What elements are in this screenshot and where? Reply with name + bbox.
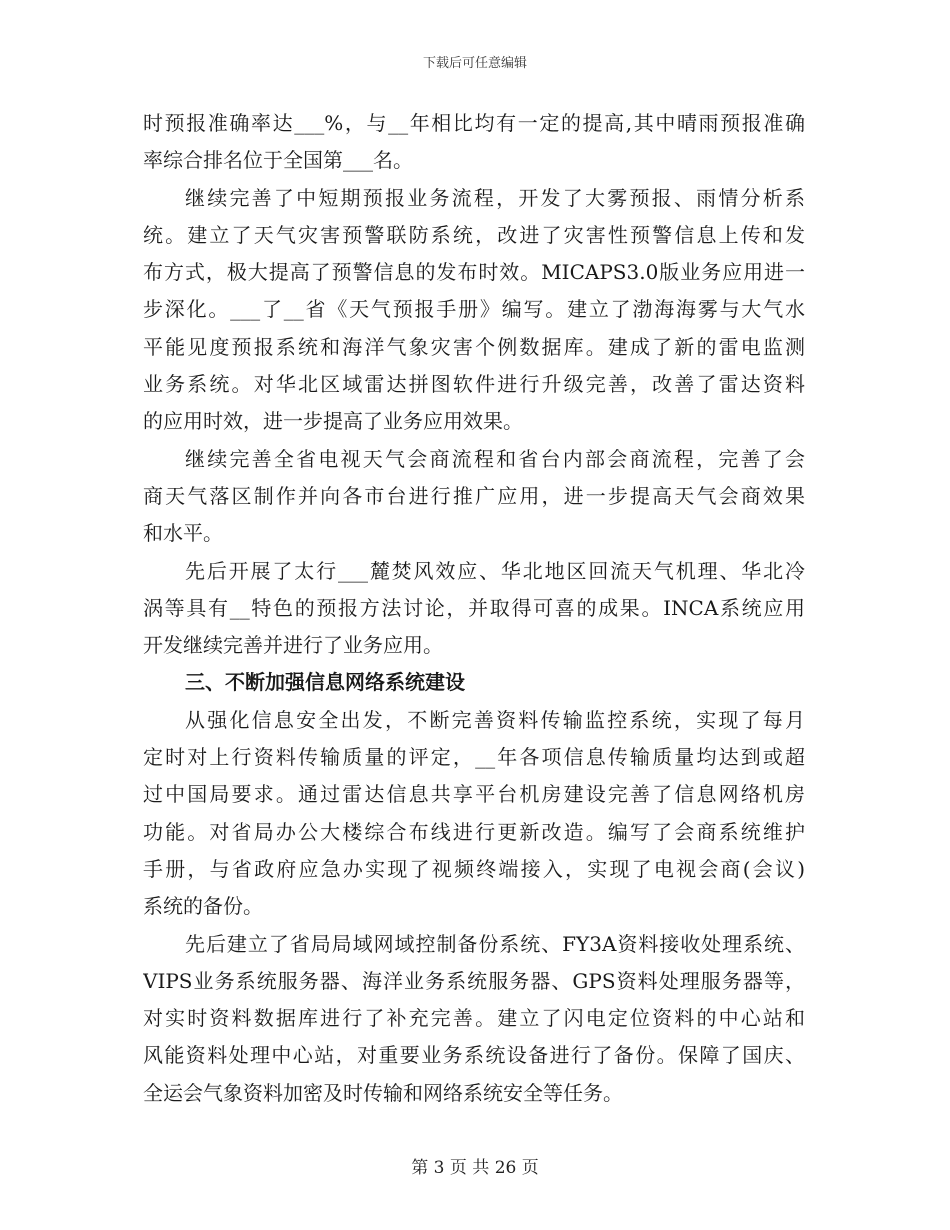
text-line: 平能见度预报系统和海洋气象灾害个例数据库。建成了新的雷电监测 — [143, 334, 805, 359]
text-line: 步深化。___了__省《天气预报手册》编写。建立了渤海海雾与大气水 — [143, 297, 805, 322]
text-line: 风能资料处理中心站，对重要业务系统设备进行了备份。保障了国庆、 — [143, 1043, 805, 1068]
text-line: 统。建立了天气灾害预警联防系统，改进了灾害性预警信息上传和发 — [143, 222, 805, 247]
text-line: 继续完善了中短期预报业务流程，开发了大雾预报、雨情分析系 — [185, 185, 805, 210]
text-line: 对实时资料数据库进行了补充完善。建立了闪电定位资料的中心站和 — [143, 1006, 805, 1031]
text-line: 继续完善全省电视天气会商流程和省台内部会商流程，完善了会 — [185, 446, 805, 471]
text-line: 功能。对省局办公大楼综合布线进行更新改造。编写了会商系统维护 — [143, 819, 805, 844]
text-line: 和水平。 — [143, 521, 223, 546]
text-line: 从强化信息安全出发，不断完善资料传输监控系统，实现了每月 — [185, 707, 805, 732]
document-body — [143, 105, 805, 1112]
text-line: 布方式，极大提高了预警信息的发布时效。MICAPS3.0版业务应用进一 — [143, 260, 805, 285]
text-line: 手册，与省政府应急办实现了视频终端接入，实现了电视会商(会议) — [143, 856, 805, 881]
text-line: 先后建立了省局局域网域控制备份系统、FY3A资料接收处理系统、 — [185, 931, 805, 956]
text-line: 率综合排名位于全国第___名。 — [143, 148, 413, 173]
text-line: 业务系统。对华北区域雷达拼图软件进行升级完善，改善了雷达资料 — [143, 372, 805, 397]
text-line: 定时对上行资料传输质量的评定，__年各项信息传输质量均达到或超 — [143, 745, 805, 770]
section-heading: 三、不断加强信息网络系统建设 — [185, 670, 465, 695]
page-header: 下载后可任意编辑 — [422, 56, 527, 71]
text-line: 商天气落区制作并向各市台进行推广应用，进一步提高天气会商效果 — [143, 483, 805, 508]
text-line: 涡等具有__特色的预报方法讨论，并取得可喜的成果。INCA系统应用 — [143, 595, 805, 620]
page-footer: 第 3 页 共 26 页 — [411, 1158, 539, 1178]
text-line: VIPS业务系统服务器、海洋业务系统服务器、GPS资料处理服务器等， — [143, 968, 805, 993]
text-line: 全运会气象资料加密及时传输和网络系统安全等任务。 — [143, 1080, 623, 1105]
text-line: 先后开展了太行___麓焚风效应、华北地区回流天气机理、华北冷 — [185, 558, 805, 583]
text-line: 的应用时效，进一步提高了业务应用效果。 — [143, 409, 523, 434]
text-line: 时预报准确率达___%，与__年相比均有一定的提高,其中晴雨预报准确 — [143, 111, 805, 135]
text-line: 过中国局要求。通过雷达信息共享平台机房建设完善了信息网络机房 — [143, 782, 805, 807]
text-line: 系统的备份。 — [143, 894, 263, 919]
text-line: 开发继续完善并进行了业务应用。 — [143, 633, 443, 658]
